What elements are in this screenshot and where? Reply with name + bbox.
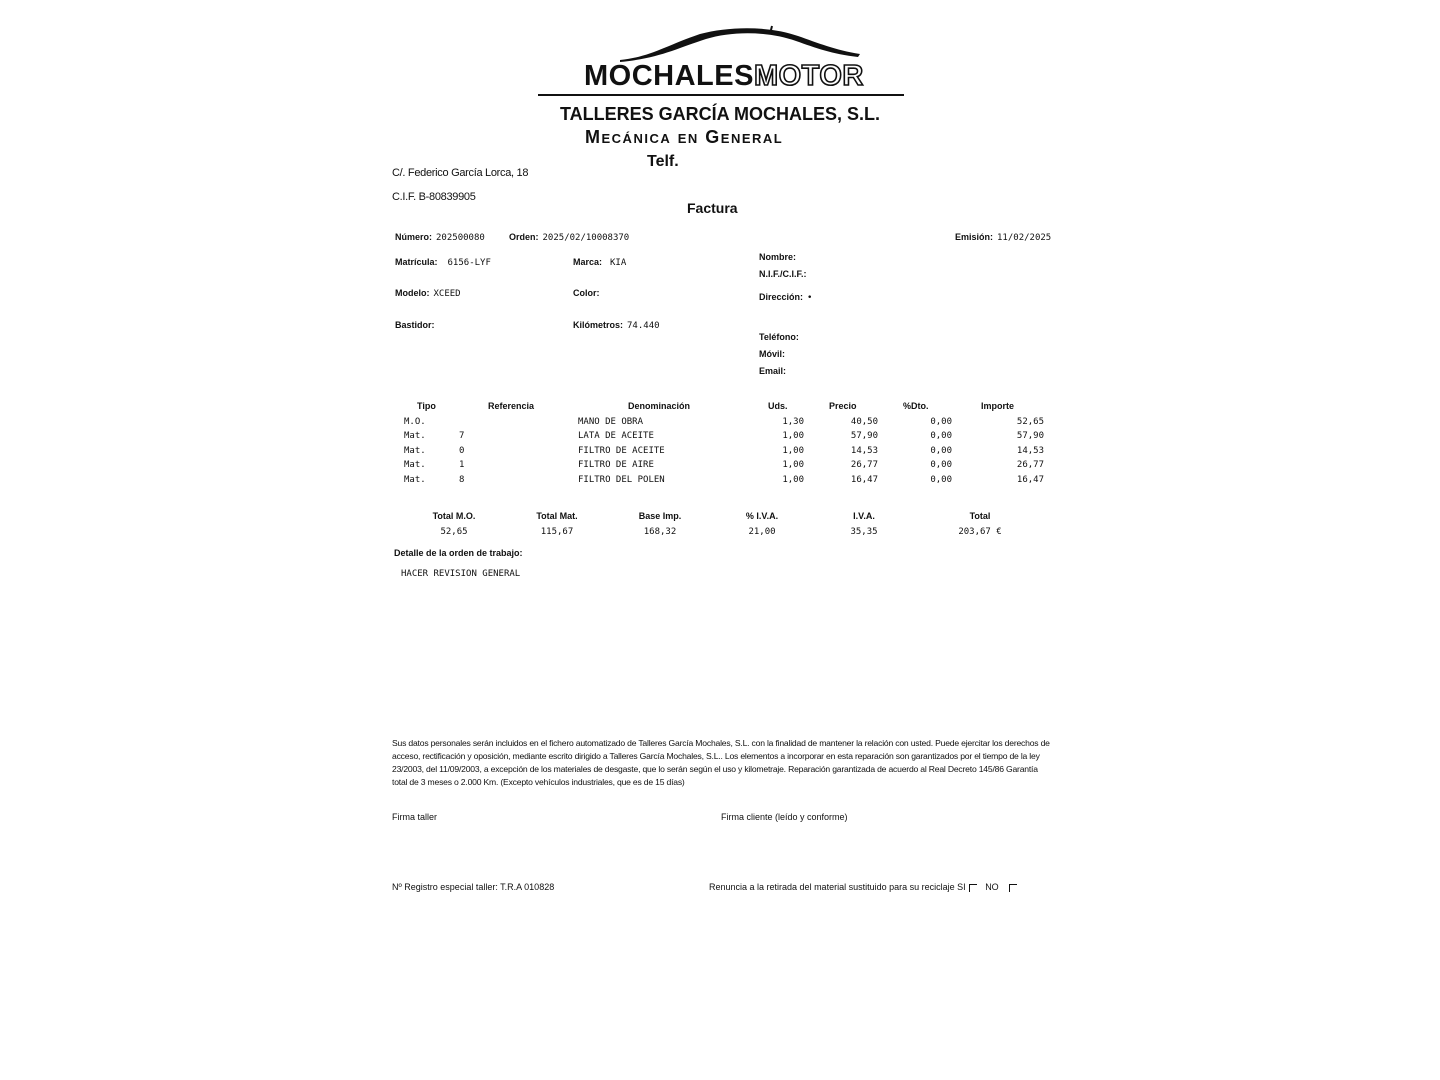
row-0-den: MANO DE OBRA bbox=[578, 417, 644, 427]
company-address: C/. Federico García Lorca, 18 bbox=[392, 167, 529, 179]
work-order-label: Detalle de la orden de trabajo: bbox=[394, 548, 523, 558]
recycling-yes-checkbox[interactable] bbox=[969, 884, 977, 892]
issue-date-label: Emisión: bbox=[955, 232, 994, 242]
make-label: Marca: bbox=[573, 257, 603, 267]
base-value: 168,32 bbox=[643, 527, 677, 537]
customer-address bbox=[759, 287, 812, 305]
customer-phone-label: Teléfono: bbox=[759, 332, 799, 342]
row-4-den: FILTRO DEL POLEN bbox=[578, 475, 665, 485]
recycling-no-label: NO bbox=[985, 882, 999, 892]
row-1-uds: 1,00 bbox=[782, 431, 804, 441]
row-3-dto: 0,00 bbox=[930, 460, 952, 470]
row-1-dto: 0,00 bbox=[930, 431, 952, 441]
model-label: Modelo: bbox=[395, 288, 430, 298]
model-value: XCEED bbox=[433, 289, 461, 299]
recycling-waiver bbox=[709, 882, 1017, 892]
recycling-waiver-text: Renuncia a la retirada del material sustituido para su reciclaje bbox=[709, 882, 955, 892]
row-4-tipo: Mat. bbox=[404, 475, 426, 485]
iva-value: 35,35 bbox=[850, 527, 878, 537]
total-mo-value: 52,65 bbox=[440, 527, 468, 537]
col-header-tipo: Tipo bbox=[417, 401, 436, 411]
base-label: Base Imp. bbox=[638, 511, 682, 521]
legal-notice: Sus datos personales serán incluidos en el fichero automatizado de Talleres García Mochales, S.L. con la finalidad de mantener la relación con usted. Puede ejercitar los derechos de acceso, rectificación y oposición, mediante escrito dirigido a Talleres García Mochales, S.L.. Los elementos a incorporar en esta reparación son garantizados por el tiempo de la ley 23/2003, del 11/09/2003, a excepción de los materiales de desgaste, que lo serán según el uso y kilometraje. Reparación garantizada de acuerdo al Real Decreto 145/86 Garantía total de 3 meses o 2.000 Km. (Excepto vehículos industriales, que es de 15 días) bbox=[392, 738, 1050, 787]
row-2-den: FILTRO DE ACEITE bbox=[578, 446, 665, 456]
make-value: KIA bbox=[610, 258, 627, 268]
col-header-dto: %Dto. bbox=[903, 401, 929, 411]
total-mat-label: Total Mat. bbox=[536, 511, 578, 521]
color-label: Color: bbox=[573, 288, 600, 298]
customer-nif-label: N.I.F./C.I.F.: bbox=[759, 269, 807, 279]
row-0-dto: 0,00 bbox=[930, 417, 952, 427]
row-2-tipo: Mat. bbox=[404, 446, 426, 456]
recycling-yes-label: SI bbox=[957, 882, 966, 892]
brand-part-2: MOTOR bbox=[753, 60, 864, 92]
km-value: 74.440 bbox=[627, 321, 660, 331]
km-label: Kilómetros: bbox=[573, 320, 624, 330]
vehicle-make bbox=[573, 252, 626, 270]
row-3-tipo: Mat. bbox=[404, 460, 426, 470]
row-4-precio: 16,47 bbox=[850, 475, 878, 485]
iva-pct-value: 21,00 bbox=[748, 527, 776, 537]
order-number-value: 2025/02/10008370 bbox=[542, 233, 630, 243]
invoice-number bbox=[395, 227, 485, 245]
customer-email-label: Email: bbox=[759, 366, 787, 376]
customer-address-label: Dirección: bbox=[759, 292, 804, 302]
invoice-number-label: Número: bbox=[395, 232, 433, 242]
company-activity: Mecánica en General bbox=[585, 127, 784, 147]
grand-total-label: Total bbox=[969, 511, 991, 521]
row-4-importe: 16,47 bbox=[1016, 475, 1044, 485]
plate-value: 6156-LYF bbox=[447, 258, 491, 268]
work-order-text: HACER REVISION GENERAL bbox=[401, 569, 521, 579]
row-4-dto: 0,00 bbox=[930, 475, 952, 485]
total-mat-value: 115,67 bbox=[540, 527, 574, 537]
grand-total-value: 203,67 € bbox=[958, 527, 1002, 537]
row-2-dto: 0,00 bbox=[930, 446, 952, 456]
vehicle-chassis bbox=[395, 315, 439, 333]
row-0-importe: 52,65 bbox=[1016, 417, 1044, 427]
iva-pct-label: % I.V.A. bbox=[745, 511, 779, 521]
vehicle-km bbox=[573, 315, 660, 333]
workshop-signature-label: Firma taller bbox=[392, 812, 438, 822]
brand-logo bbox=[584, 60, 864, 93]
row-3-uds: 1,00 bbox=[782, 460, 804, 470]
row-1-den: LATA DE ACEITE bbox=[578, 431, 654, 441]
invoice-number-value: 202500080 bbox=[436, 233, 485, 243]
total-mo-label: Total M.O. bbox=[432, 511, 476, 521]
plate-label: Matrícula: bbox=[395, 257, 438, 267]
row-1-precio: 57,90 bbox=[850, 431, 878, 441]
row-3-ref: 1 bbox=[459, 460, 465, 470]
row-4-ref: 8 bbox=[459, 475, 465, 485]
company-cif: C.I.F. B-80839905 bbox=[392, 191, 476, 203]
brand-underline bbox=[538, 94, 904, 96]
workshop-registry: Nº Registro especial taller: T.R.A 010828 bbox=[392, 882, 555, 892]
order-number bbox=[509, 227, 629, 245]
vehicle-color bbox=[573, 283, 604, 301]
row-2-ref: 0 bbox=[459, 446, 465, 456]
row-0-uds: 1,30 bbox=[782, 417, 804, 427]
client-signature-label: Firma cliente (leído y conforme) bbox=[721, 812, 848, 822]
order-number-label: Orden: bbox=[509, 232, 539, 242]
row-3-importe: 26,77 bbox=[1016, 460, 1044, 470]
recycling-no-checkbox[interactable] bbox=[1009, 884, 1017, 892]
row-1-ref: 7 bbox=[459, 431, 465, 441]
customer-address-value: • bbox=[807, 293, 813, 303]
chassis-label: Bastidor: bbox=[395, 320, 435, 330]
car-silhouette-icon bbox=[620, 24, 860, 64]
col-header-precio: Precio bbox=[829, 401, 857, 411]
col-header-importe: Importe bbox=[981, 401, 1015, 411]
row-1-tipo: Mat. bbox=[404, 431, 426, 441]
row-2-precio: 14,53 bbox=[850, 446, 878, 456]
customer-mobile-label: Móvil: bbox=[759, 349, 785, 359]
row-1-importe: 57,90 bbox=[1016, 431, 1044, 441]
vehicle-model bbox=[395, 283, 461, 301]
row-2-uds: 1,00 bbox=[782, 446, 804, 456]
row-0-tipo: M.O. bbox=[404, 417, 426, 427]
brand-part-1: MOCHALES bbox=[584, 60, 754, 92]
col-header-denominacion: Denominación bbox=[628, 401, 691, 411]
row-3-den: FILTRO DE AIRE bbox=[578, 460, 654, 470]
row-0-precio: 40,50 bbox=[850, 417, 878, 427]
col-header-referencia: Referencia bbox=[488, 401, 535, 411]
phone-label: Telf. bbox=[647, 153, 679, 170]
vehicle-plate bbox=[395, 252, 491, 270]
iva-label: I.V.A. bbox=[853, 511, 875, 521]
row-2-importe: 14,53 bbox=[1016, 446, 1044, 456]
issue-date-value: 11/02/2025 bbox=[997, 233, 1052, 243]
customer-name-label: Nombre: bbox=[759, 252, 797, 262]
row-4-uds: 1,00 bbox=[782, 475, 804, 485]
issue-date bbox=[955, 227, 1051, 245]
document-title: Factura bbox=[687, 200, 738, 216]
col-header-uds: Uds. bbox=[768, 401, 788, 411]
company-name: TALLERES GARCÍA MOCHALES, S.L. bbox=[560, 104, 881, 124]
row-3-precio: 26,77 bbox=[850, 460, 878, 470]
